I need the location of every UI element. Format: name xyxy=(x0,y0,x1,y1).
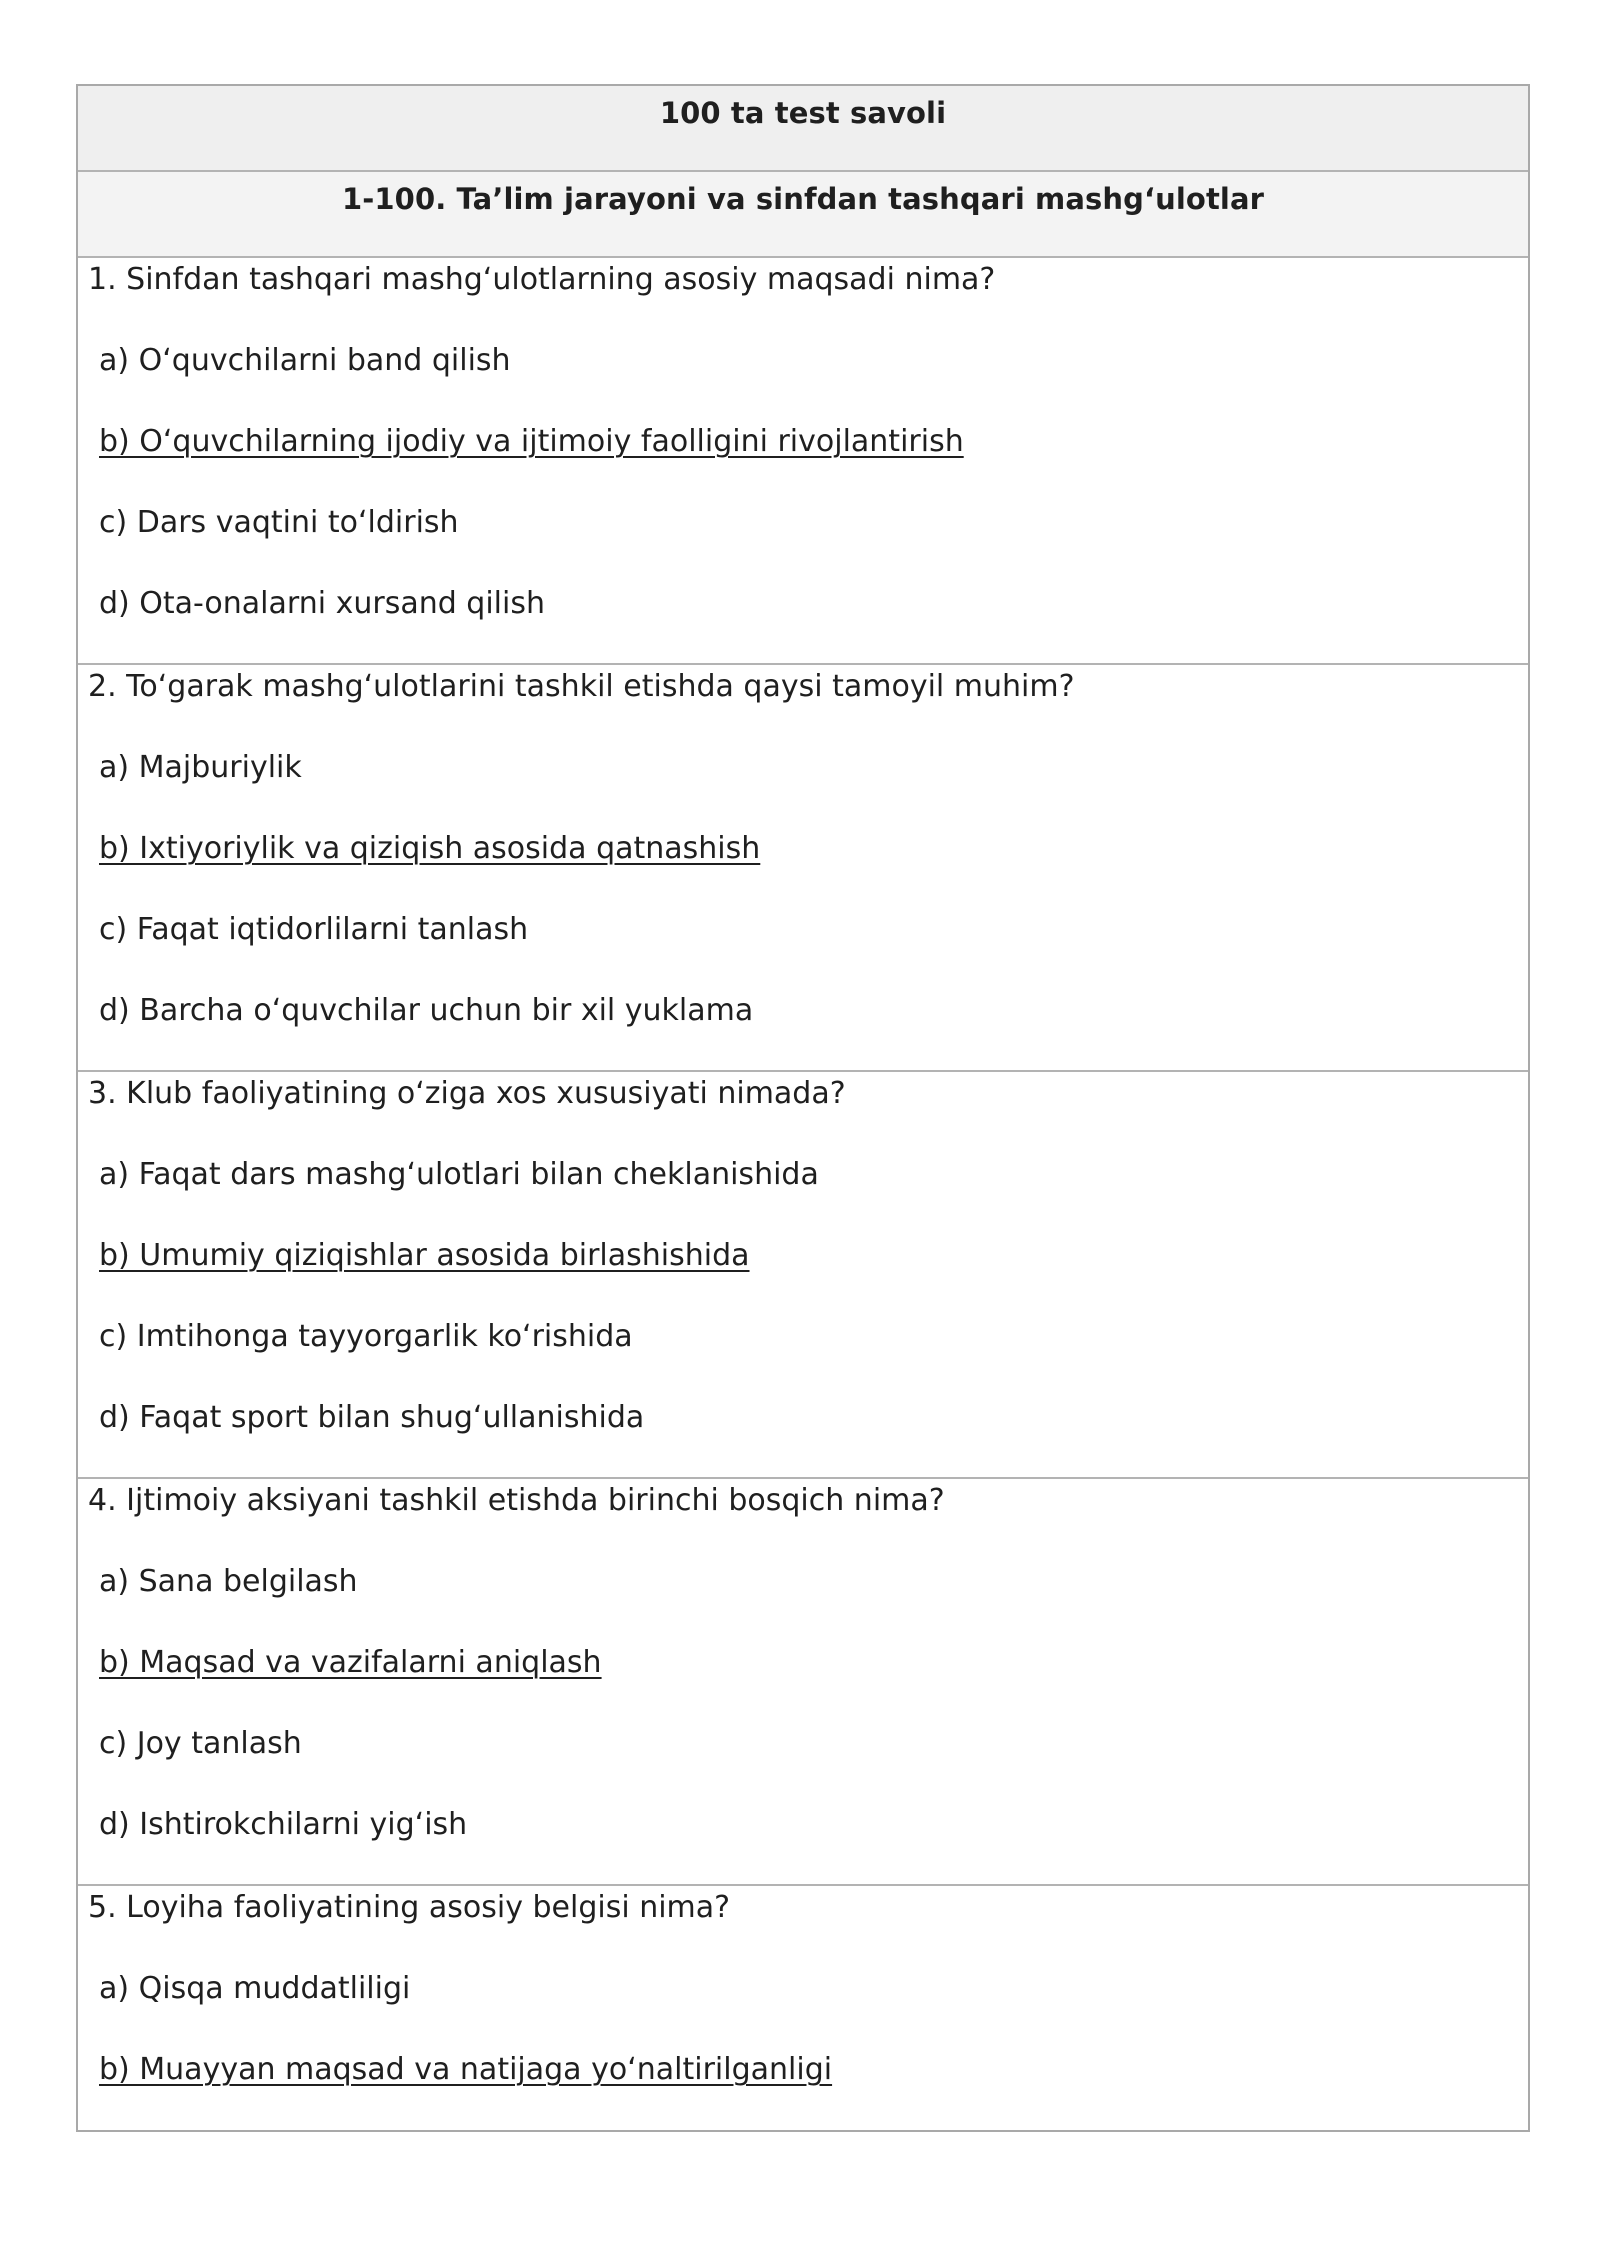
section-heading: 1-100. Ta’lim jarayoni va sinfdan tashqari mashg‘ulotlar xyxy=(341,182,1265,216)
question-text: 5. Loyiha faoliyatining asosiy belgisi nima? xyxy=(88,1890,731,1925)
answer-option-a: a) Majburiylik xyxy=(99,750,302,785)
question-text: 4. Ijtimoiy aksiyani tashkil etishda birinchi bosqich nima? xyxy=(88,1483,945,1518)
answer-option-b-correct: b) Ixtiyoriylik va qiziqish asosida qatnashish xyxy=(99,831,761,866)
answer-option-c: c) Dars vaqtini to‘ldirish xyxy=(99,505,459,540)
answer-option-c: c) Joy tanlash xyxy=(99,1726,302,1761)
answer-option-a: a) O‘quvchilarni band qilish xyxy=(99,343,511,378)
question-block-3 xyxy=(78,1072,1528,1479)
question-block-2 xyxy=(78,665,1528,1072)
section-heading-row xyxy=(78,172,1528,258)
answer-option-d: d) Faqat sport bilan shug‘ullanishida xyxy=(99,1400,645,1435)
answer-option-d: d) Barcha o‘quvchilar uchun bir xil yuklama xyxy=(99,993,754,1028)
answer-option-a: a) Qisqa muddatliligi xyxy=(99,1971,411,2006)
answer-option-a: a) Faqat dars mashg‘ulotlari bilan cheklanishida xyxy=(99,1157,819,1192)
answer-option-b-correct: b) Muayyan maqsad va natijaga yo‘naltirilganligi xyxy=(99,2052,833,2087)
answer-option-d: d) Ishtirokchilarni yig‘ish xyxy=(99,1807,468,1842)
answer-option-c: c) Faqat iqtidorlilarni tanlash xyxy=(99,912,529,947)
answer-option-b-correct: b) Umumiy qiziqishlar asosida birlashishida xyxy=(99,1238,750,1273)
answer-option-d: d) Ota-onalarni xursand qilish xyxy=(99,586,545,621)
question-text: 1. Sinfdan tashqari mashg‘ulotlarning asosiy maqsadi nima? xyxy=(88,262,996,297)
question-block-5 xyxy=(78,1886,1528,2130)
question-block-4 xyxy=(78,1479,1528,1886)
answer-option-a: a) Sana belgilash xyxy=(99,1564,358,1599)
question-text: 2. To‘garak mashg‘ulotlarini tashkil etishda qaysi tamoyil muhim? xyxy=(88,669,1075,704)
question-text: 3. Klub faoliyatining o‘ziga xos xususiyati nimada? xyxy=(88,1076,846,1111)
answer-option-c: c) Imtihonga tayyorgarlik ko‘rishida xyxy=(99,1319,633,1354)
test-table xyxy=(76,84,1530,2132)
answer-option-b-correct: b) Maqsad va vazifalarni aniqlash xyxy=(99,1645,602,1680)
answer-option-b-correct: b) O‘quvchilarning ijodiy va ijtimoiy faolligini rivojlantirish xyxy=(99,424,964,459)
document-title: 100 ta test savoli xyxy=(659,96,947,130)
question-block-1 xyxy=(78,258,1528,665)
table-title-row xyxy=(78,86,1528,172)
